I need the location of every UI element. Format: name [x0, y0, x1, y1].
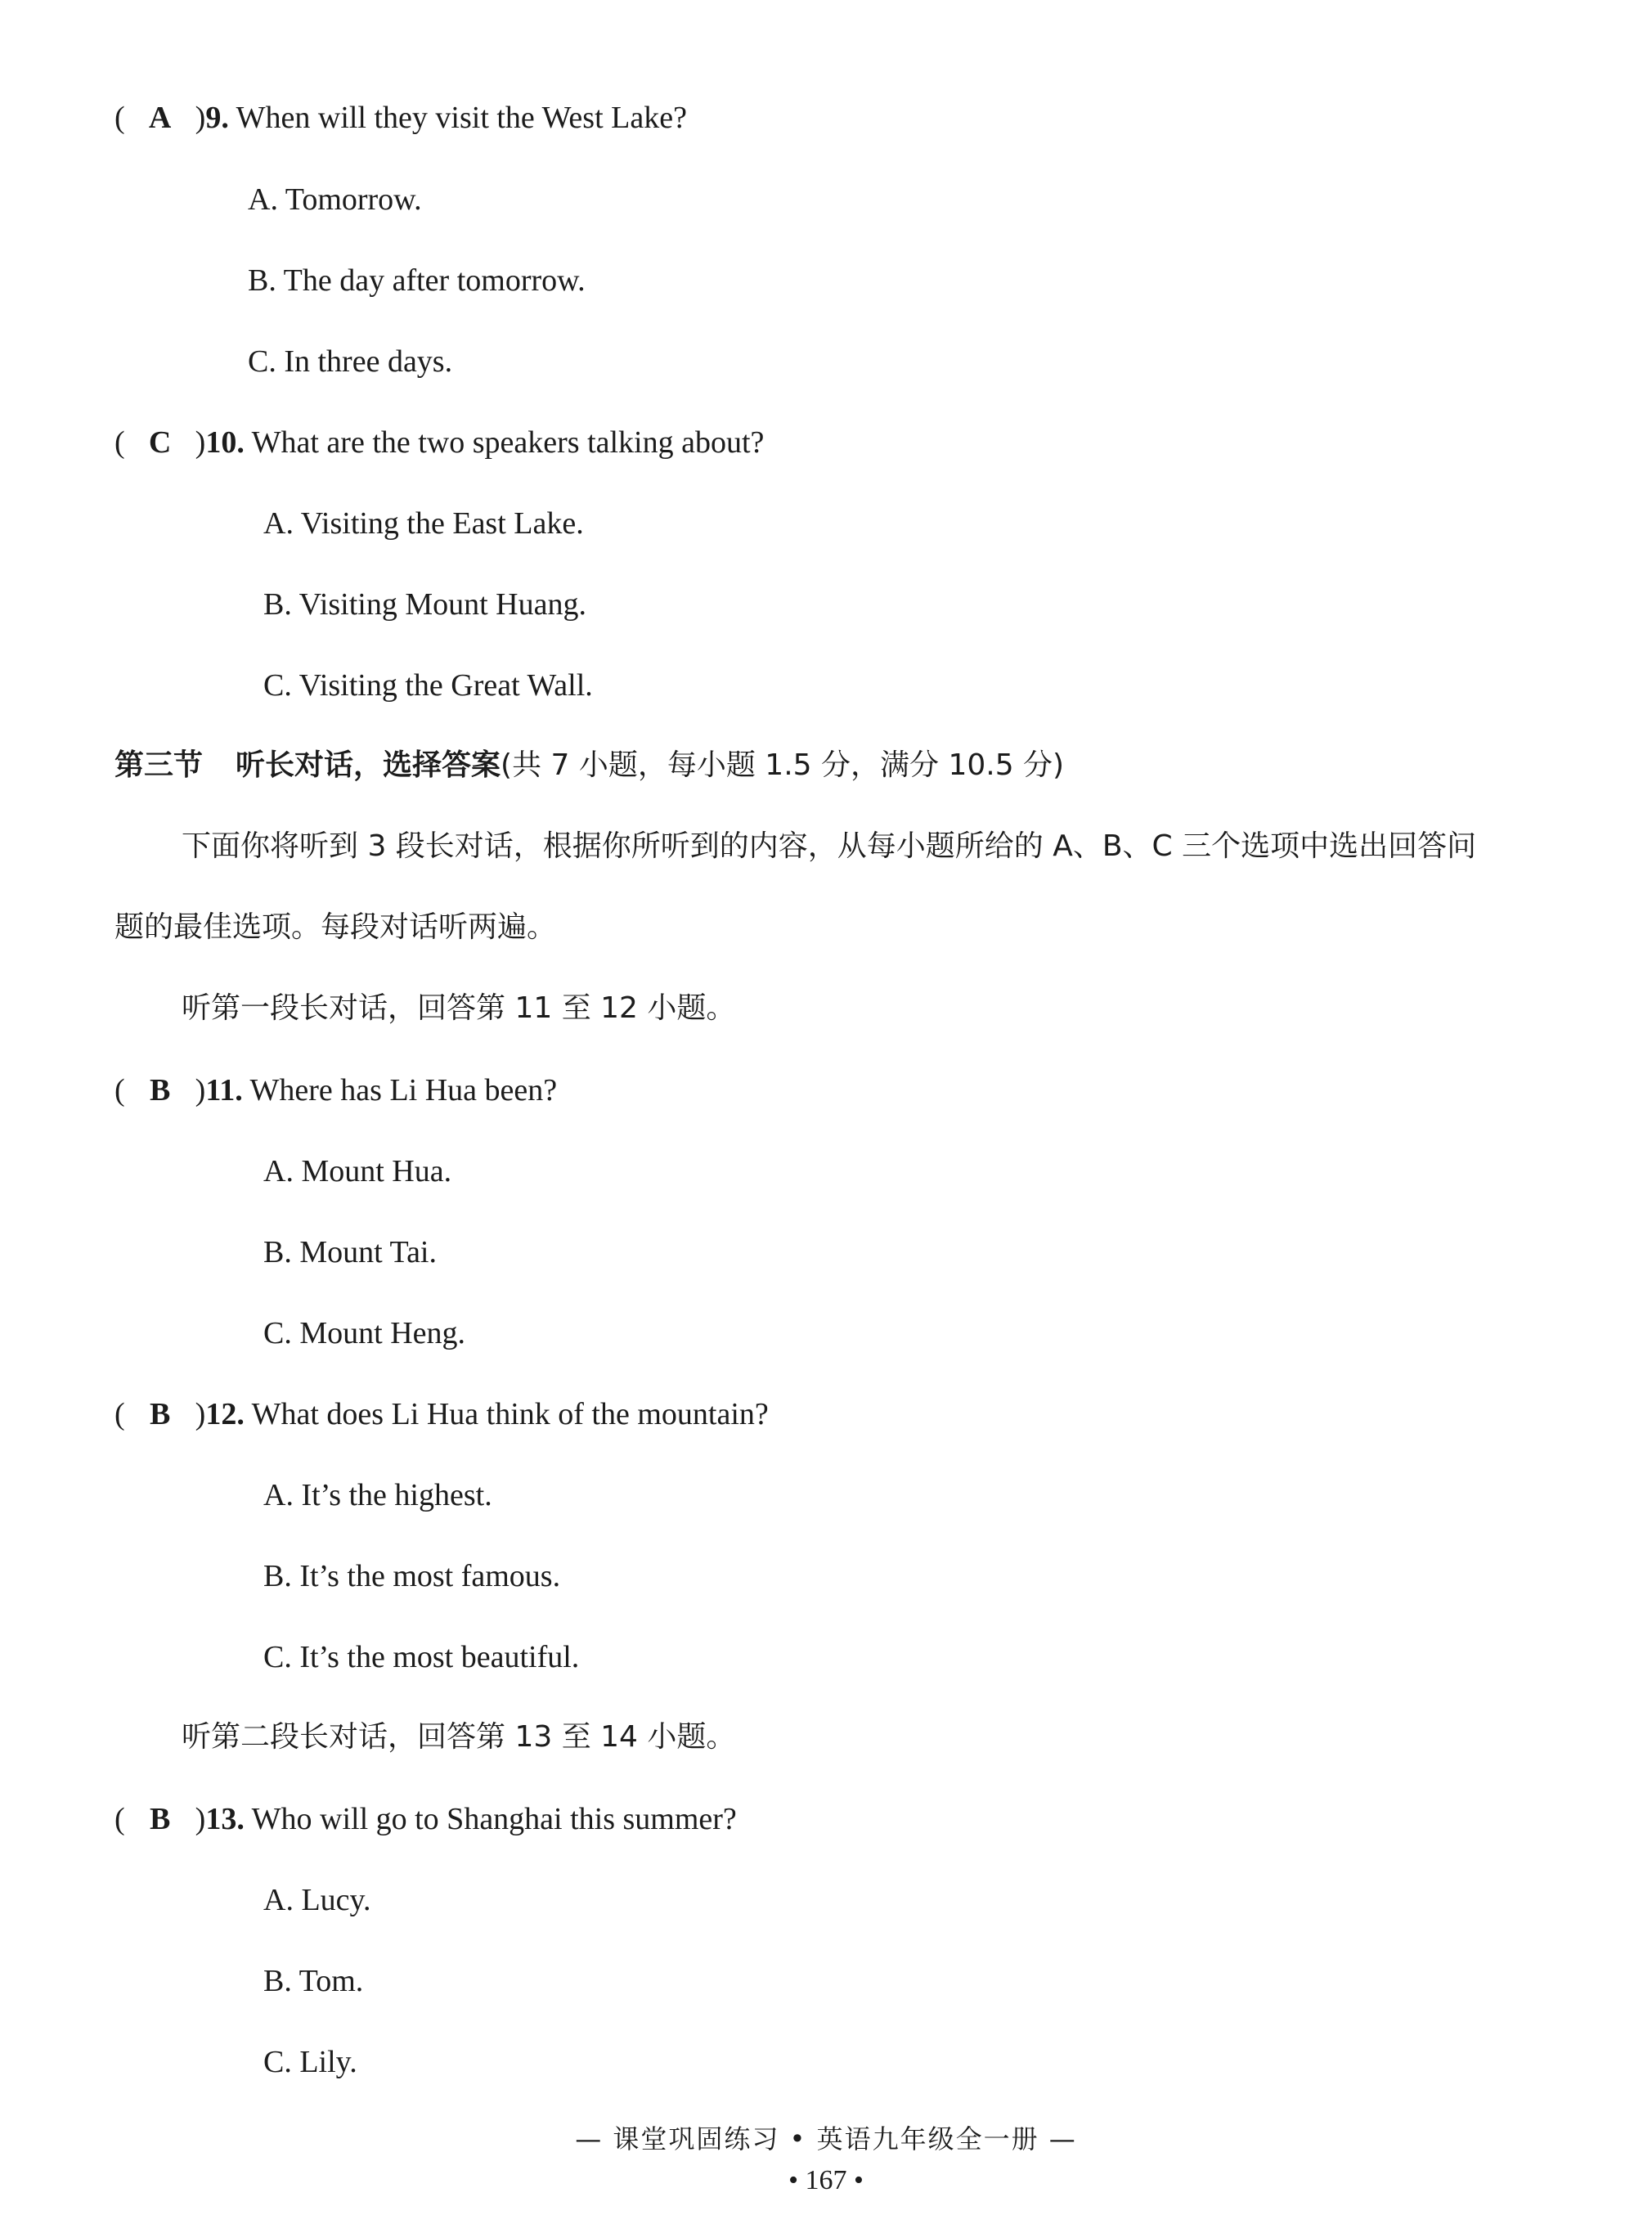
question-text: What does Li Hua think of the mountain?: [251, 1397, 769, 1431]
question-text: Who will go to Shanghai this summer?: [251, 1802, 737, 1836]
option-c: C. In three days.: [248, 344, 453, 379]
section-heading: [114, 748, 1065, 782]
answer-mark: B: [149, 1073, 171, 1108]
page-number: • 167 •: [788, 2165, 864, 2195]
option-a: A. Tomorrow.: [248, 182, 422, 217]
option-b: B. It’s the most famous.: [263, 1559, 561, 1593]
option-b: B. Tom.: [263, 1964, 364, 1998]
option-b: B. Visiting Mount Huang.: [263, 587, 586, 622]
question-text: Where has Li Hua been?: [249, 1073, 558, 1108]
dialog-2-prompt: 听第二段长对话，回答第 13 至 14 小题。: [182, 1720, 736, 1754]
question-13: ( B )13. Who will go to Shanghai this summer?: [114, 1802, 737, 1836]
instruction-line-2: 题的最佳选项。每段对话听两遍。: [114, 910, 557, 944]
section-label: 第三节: [114, 748, 204, 782]
question-number: 13.: [205, 1802, 245, 1836]
option-c: C. It’s the most beautiful.: [263, 1640, 580, 1674]
answer-mark: B: [149, 1397, 171, 1431]
answer-mark: C: [148, 425, 172, 460]
option-a: A. Mount Hua.: [263, 1154, 452, 1188]
option-b: B. Mount Tai.: [263, 1235, 437, 1269]
dialog-1-prompt: 听第一段长对话，回答第 11 至 12 小题。: [182, 991, 736, 1025]
question-number: 12.: [205, 1397, 245, 1431]
option-c: C. Lily.: [263, 2045, 357, 2079]
option-c: C. Visiting the Great Wall.: [263, 668, 593, 703]
question-10: ( C )10. What are the two speakers talking about?: [114, 425, 765, 460]
section-note: (共 7 小题，每小题 1.5 分，满分 10.5 分): [501, 748, 1065, 782]
question-text: What are the two speakers talking about?: [251, 425, 765, 460]
option-c: C. Mount Heng.: [263, 1316, 465, 1350]
question-text: When will they visit the West Lake?: [236, 101, 687, 135]
question-number: 11.: [205, 1073, 243, 1108]
question-number: 10.: [205, 425, 245, 460]
answer-mark: B: [149, 1802, 171, 1836]
question-number: 9.: [205, 101, 229, 135]
instruction-line-1: 下面你将听到 3 段长对话，根据你所听到的内容，从每小题所给的 A、B、C 三个选项中选出回答问: [182, 829, 1477, 863]
option-a: A. Visiting the East Lake.: [263, 506, 584, 541]
option-b: B. The day after tomorrow.: [248, 263, 586, 298]
question-9: ( A )9. When will they visit the West Lake?: [114, 101, 687, 135]
option-a: A. Lucy.: [263, 1883, 371, 1917]
footer-title: — 课堂巩固练习 • 英语九年级全一册 —: [575, 2123, 1077, 2154]
question-12: ( B )12. What does Li Hua think of the mountain?: [114, 1397, 769, 1431]
section-title: 听长对话，选择答案: [236, 748, 501, 782]
option-a: A. It’s the highest.: [263, 1478, 492, 1512]
question-11: ( B )11. Where has Li Hua been?: [114, 1073, 558, 1108]
answer-mark: A: [148, 101, 172, 135]
